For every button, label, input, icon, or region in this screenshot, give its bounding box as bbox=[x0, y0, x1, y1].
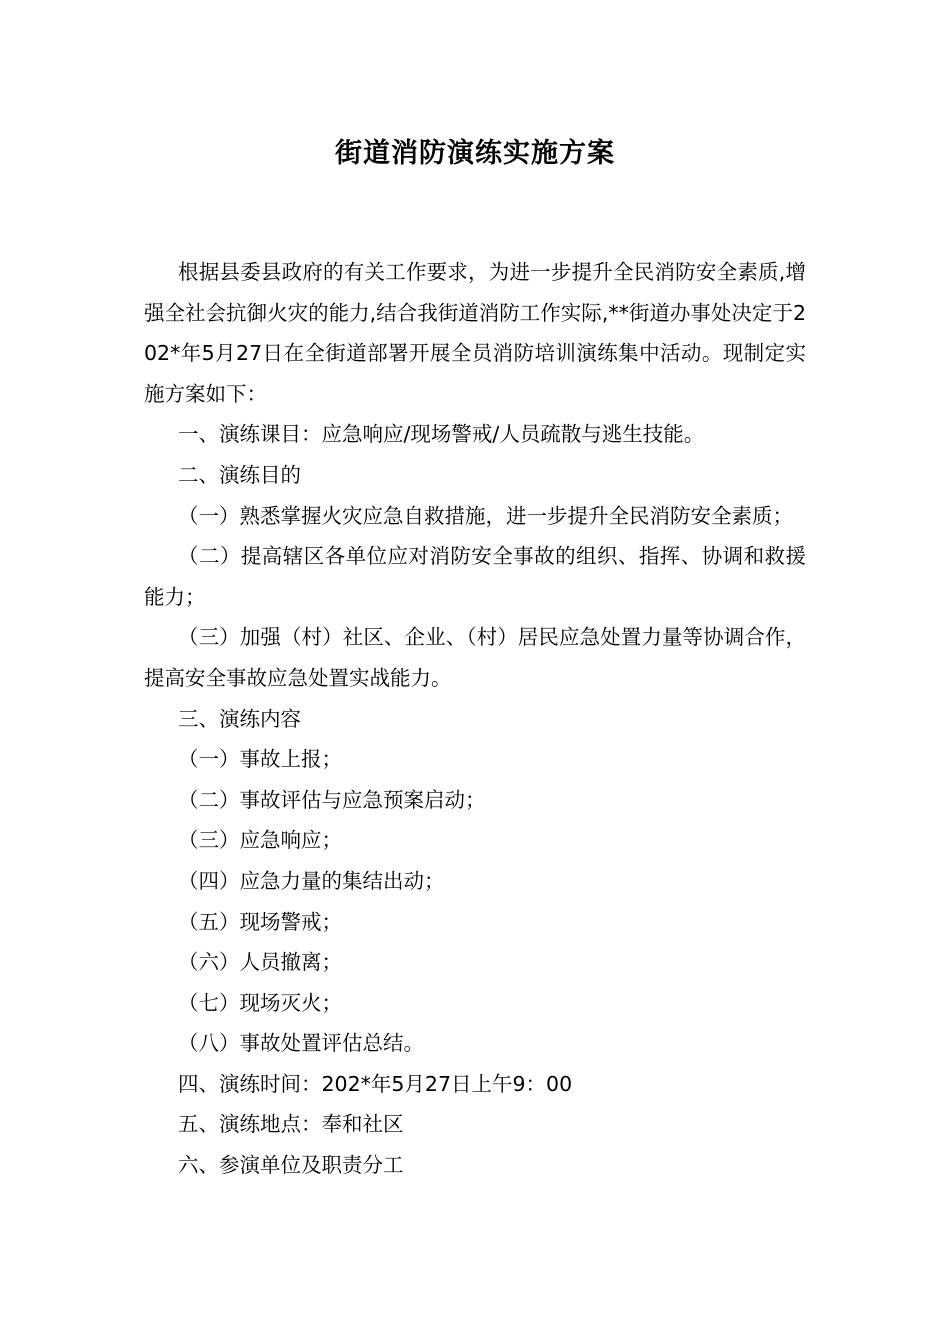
paragraph-drill-subject: 一、演练课目：应急响应/现场警戒/人员疏散与逃生技能。 bbox=[178, 422, 705, 447]
purpose-item-3: （三）加强（村）社区、企业、（村）居民应急处置力量等协调合作，提高安全事故应急处置实战能力。 bbox=[144, 625, 806, 690]
content-item-6: （六）人员撤离； bbox=[178, 950, 342, 975]
heading-drill-purpose: 二、演练目的 bbox=[178, 462, 301, 487]
paragraph-drill-location: 五、演练地点：奉和社区 bbox=[178, 1112, 404, 1137]
document-body bbox=[144, 252, 806, 1186]
content-item-3: （三）应急响应； bbox=[178, 828, 342, 853]
content-item-1: （一）事故上报； bbox=[178, 747, 342, 772]
content-item-5: （五）现场警戒； bbox=[178, 909, 342, 934]
document-title: 街道消防演练实施方案 bbox=[335, 138, 615, 169]
purpose-item-2: （二）提高辖区各单位应对消防安全事故的组织、指挥、协调和救援能力； bbox=[144, 544, 806, 609]
content-item-7: （七）现场灭火； bbox=[178, 990, 342, 1015]
content-item-4: （四）应急力量的集结出动； bbox=[178, 868, 445, 893]
content-item-2: （二）事故评估与应急预案启动； bbox=[178, 787, 486, 812]
paragraph-intro: 根据县委县政府的有关工作要求，为进一步提升全民消防安全素质,增强全社会抗御火灾的能力,结合我街道消防工作实际,**街道办事处决定于202*年5月27日在全街道部署开展全员消防培训演练集中活动。现制定实施方案如下： bbox=[144, 260, 806, 406]
paragraph-drill-time: 四、演练时间：202*年5月27日上午9：00 bbox=[178, 1071, 573, 1096]
heading-participants: 六、参演单位及职责分工 bbox=[178, 1153, 404, 1178]
purpose-item-1: （一）熟悉掌握火灾应急自救措施，进一步提升全民消防安全素质； bbox=[178, 503, 793, 528]
heading-drill-content: 三、演练内容 bbox=[178, 706, 301, 731]
content-item-8: （八）事故处置评估总结。 bbox=[178, 1031, 424, 1056]
